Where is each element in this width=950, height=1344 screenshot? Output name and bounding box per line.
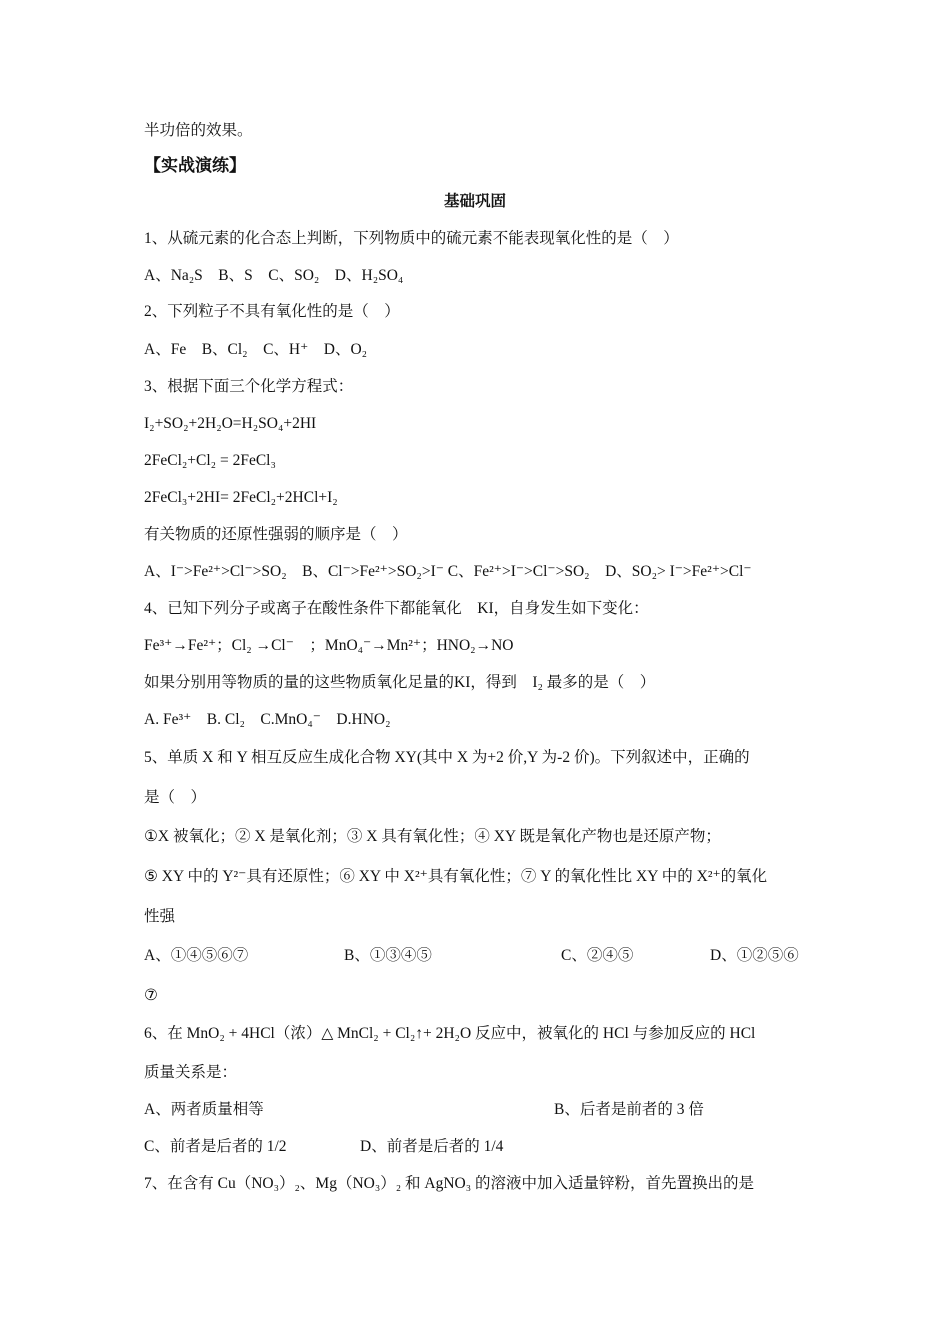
q6-option-a: A、两者质量相等 [144, 1101, 264, 1118]
q6-option-d: D、前者是后者的 1/4 [360, 1138, 504, 1155]
q4-stem: 4、已知下列分子或离子在酸性条件下都能氧化 KI，自身发生如下变化： [144, 600, 649, 617]
q5-option-d-continued: ⑦ [144, 987, 158, 1004]
q1-stem: 1、从硫元素的化合态上判断，下列物质中的硫元素不能表现氧化性的是（ ） [144, 230, 679, 247]
q4-changes: Fe³⁺→Fe²⁺；Cl₂ →Cl⁻ ；MnO₄⁻→Mn²⁺；HNO₂→NO [144, 637, 514, 654]
q3-stem: 3、根据下面三个化学方程式： [144, 378, 354, 395]
q2-stem: 2、下列粒子不具有氧化性的是（ ） [144, 303, 400, 320]
q4-question: 如果分别用等物质的量的这些物质氧化足量的KI，得到 I₂ 最多的是（ ） [144, 674, 656, 691]
section-title: 【实战演练】 [144, 156, 246, 175]
q6-option-b: B、后者是前者的 3 倍 [554, 1101, 704, 1118]
q3-equation-2: 2FeCl₂+Cl₂ = 2FeCl₃ [144, 452, 276, 469]
q3-options: A、I⁻>Fe²⁺>Cl⁻>SO₂ B、Cl⁻>Fe²⁺>SO₂>I⁻ C、Fe²⁺>I⁻>Cl⁻>SO₂ D、SO₂> I⁻>Fe²⁺>Cl⁻ [144, 563, 752, 580]
q6-option-c: C、前者是后者的 1/2 [144, 1138, 287, 1155]
q4-options: A. Fe³⁺ B. Cl₂ C.MnO₄⁻ D.HNO₂ [144, 711, 391, 728]
q5-option-c: C、②④⑤ [561, 947, 634, 964]
subsection-title: 基础巩固 [443, 193, 506, 210]
q7-stem: 7、在含有 Cu（NO₃）₂、Mg（NO₃）₂ 和 AgNO₃ 的溶液中加入适量锌粉，首先置换出的是 [144, 1175, 754, 1192]
q1-options: A、Na₂S B、S C、SO₂ D、H₂SO₄ [144, 267, 404, 284]
q5-option-a: A、①④⑤⑥⑦ [144, 947, 249, 964]
q5-option-d: D、①②⑤⑥ [710, 947, 799, 964]
q5-statements-line-2: ⑤ XY 中的 Y²⁻具有还原性；⑥ XY 中 X²⁺具有氧化性；⑦ Y 的氧化性比 XY 中的 X²⁺的氧化 [144, 868, 768, 885]
q3-question: 有关物质的还原性强弱的顺序是（ ） [144, 526, 408, 543]
intro-tail: 半功倍的效果。 [144, 122, 253, 139]
q6-stem-line-2: 质量关系是： [144, 1064, 238, 1081]
q5-option-b: B、①③④⑤ [344, 947, 432, 964]
q2-options: A、Fe B、Cl₂ C、H⁺ D、O₂ [144, 341, 368, 358]
q5-statements-line-1: ①X 被氧化；② X 是氧化剂；③ X 具有氧化性；④ XY 既是氧化产物也是还原产物； [144, 828, 721, 845]
q5-stem-line-2: 是（ ） [144, 789, 207, 806]
q3-equation-1: I₂+SO₂+2H₂O=H₂SO₄+2HI [144, 415, 317, 432]
q5-statements-line-3: 性强 [144, 908, 176, 925]
q6-stem-line-1: 6、在 MnO₂ + 4HCl（浓）△ MnCl₂ + Cl₂↑+ 2H₂O 反应中，被氧化的 HCl 与参加反应的 HCl [144, 1025, 756, 1042]
q5-stem-line-1: 5、单质 X 和 Y 相互反应生成化合物 XY(其中 X 为+2 价,Y 为-2 价)。下列叙述中，正确的 [144, 749, 750, 766]
q3-equation-3: 2FeCl₃+2HI= 2FeCl₂+2HCl+I₂ [144, 489, 338, 506]
